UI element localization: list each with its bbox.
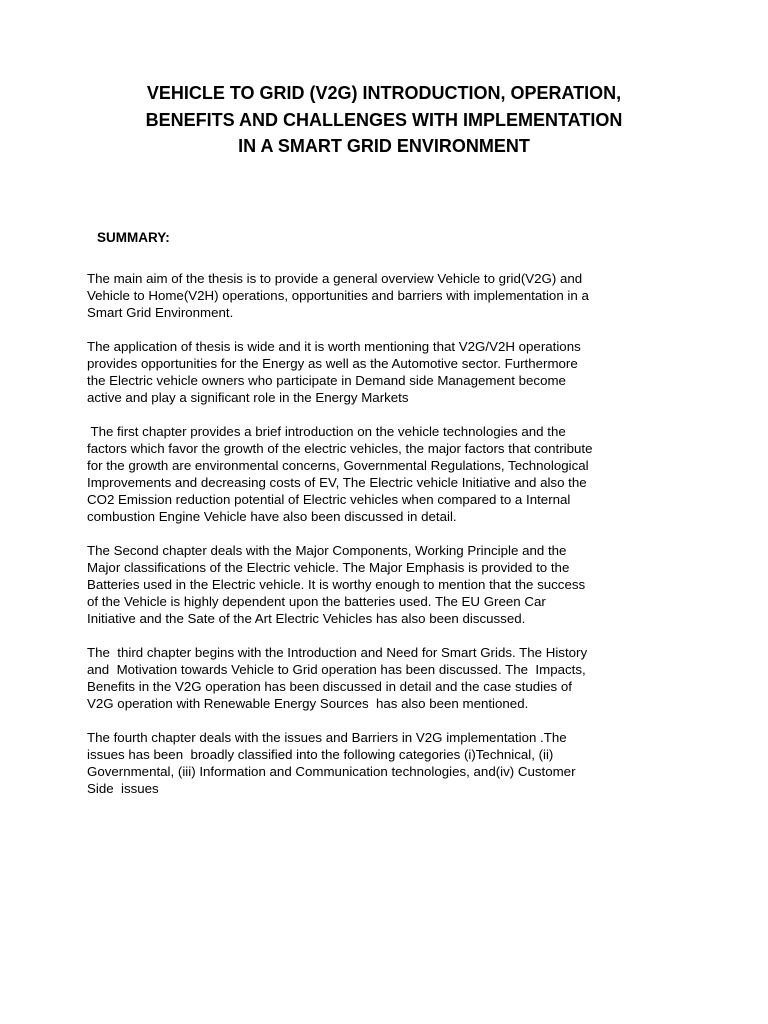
text-line: CO2 Emission reduction potential of Electric vehicles when compared to a Internal — [87, 492, 571, 507]
text-line: provides opportunities for the Energy as well as the Automotive sector. Furthermore — [87, 356, 578, 371]
text-line: active and play a significant role in the Energy Markets — [87, 390, 409, 405]
summary-heading: SUMMARY: — [97, 230, 170, 245]
text-line: The fourth chapter deals with the issues and Barriers in V2G implementation .The — [87, 730, 567, 745]
paragraph-application — [87, 338, 687, 406]
text-line: Vehicle to Home(V2H) operations, opportunities and barriers with implementation in a — [87, 288, 589, 303]
text-line: Side issues — [87, 781, 159, 796]
title-line: VEHICLE TO GRID (V2G) INTRODUCTION, OPERATION, — [146, 83, 622, 103]
text-line: The application of thesis is wide and it is worth mentioning that V2G/V2H operations — [87, 339, 581, 354]
text-line: the Electric vehicle owners who participate in Demand side Management become — [87, 373, 566, 388]
summary-body — [87, 270, 687, 814]
text-line: V2G operation with Renewable Energy Sources has also been mentioned. — [87, 696, 529, 711]
text-line: Benefits in the V2G operation has been discussed in detail and the case studies of — [87, 679, 572, 694]
text-line: Major classifications of the Electric vehicle. The Major Emphasis is provided to the — [87, 560, 570, 575]
text-line: Initiative and the Sate of the Art Electric Vehicles has also been discussed. — [87, 611, 526, 626]
document-title — [60, 80, 708, 160]
title-line: BENEFITS AND CHALLENGES WITH IMPLEMENTATION — [145, 109, 623, 130]
paragraph-second-chapter — [87, 542, 687, 627]
text-line: Governmental, (iii) Information and Communication technologies, and(iv) Customer — [87, 764, 576, 779]
text-line: The third chapter begins with the Introduction and Need for Smart Grids. The History — [87, 645, 588, 660]
text-line: and Motivation towards Vehicle to Grid operation has been discussed. The Impacts, — [87, 662, 586, 677]
paragraph-third-chapter — [87, 644, 687, 712]
text-line: issues has been broadly classified into the following categories (i)Technical, (ii) — [87, 747, 554, 762]
paragraph-aim — [87, 270, 687, 321]
text-line: Smart Grid Environment. — [87, 305, 234, 320]
text-line: Improvements and decreasing costs of EV, The Electric vehicle Initiative and also the — [87, 475, 587, 490]
paragraph-fourth-chapter — [87, 729, 687, 797]
text-line: The main aim of the thesis is to provide a general overview Vehicle to grid(V2G) and — [87, 271, 583, 286]
text-line: The first chapter provides a brief introduction on the vehicle technologies and the — [87, 424, 566, 439]
title-line: IN A SMART GRID ENVIRONMENT — [238, 136, 530, 156]
text-line: for the growth are environmental concerns, Governmental Regulations, Technological — [87, 458, 589, 473]
text-line: The Second chapter deals with the Major Components, Working Principle and the — [87, 543, 567, 558]
text-line: Batteries used in the Electric vehicle. It is worthy enough to mention that the success — [87, 577, 586, 592]
text-line: of the Vehicle is highly dependent upon the batteries used. The EU Green Car — [87, 594, 546, 609]
text-line: factors which favor the growth of the electric vehicles, the major factors that contribute — [87, 441, 593, 456]
text-line: combustion Engine Vehicle have also been discussed in detail. — [87, 509, 457, 524]
paragraph-first-chapter — [87, 423, 687, 525]
